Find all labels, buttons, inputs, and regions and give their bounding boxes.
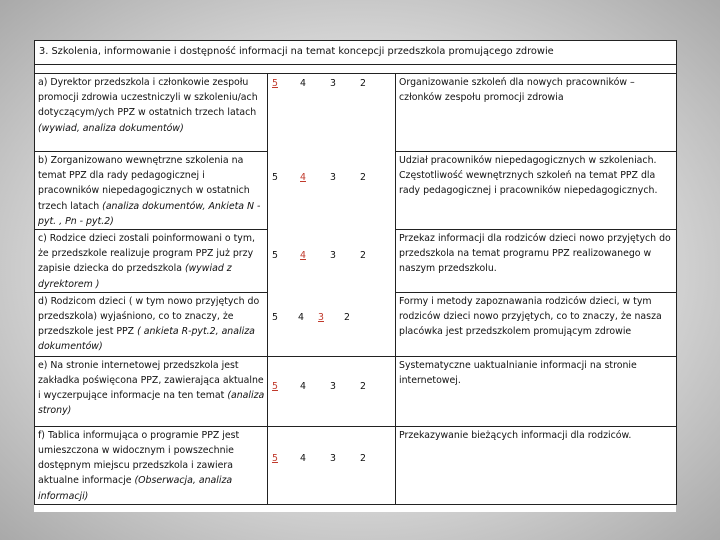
criterion-text: e) Na stronie internetowej przedszkola jest zakładka poświęcona PPZ, zawierająca aktualne i wyczerpujące informacje na ten temat — [38, 359, 264, 402]
criterion-text: f) Tablica informująca o programie PPZ jest umieszczona w widocznym i powszechnie dostępnym miejscu przedszkola i zawiera aktualne informacje — [38, 429, 240, 487]
spacer-row — [35, 65, 677, 74]
method-cell: Systematyczne uaktualnianie informacji na stronie internetowej. — [396, 356, 677, 426]
rating-4: 4 — [300, 78, 306, 89]
criterion-text: d) Rodzicom dzieci ( w tym nowo przyjętych do przedszkola) wyjaśniono, co to znaczy, że przedszkole jest PPZ — [38, 295, 260, 338]
method-cell: Organizowanie szkoleń dla nowych pracowników – członków zespołu promocji zdrowia — [396, 74, 677, 152]
rating-3: 3 — [330, 171, 336, 183]
criterion-row-b — [35, 152, 677, 230]
criterion-row-f — [35, 426, 677, 504]
rating-4: 4 — [300, 249, 306, 261]
criterion-row-a — [35, 74, 677, 152]
criterion-source: (Obserwacja, analiza informacji) — [38, 475, 233, 502]
rating-3: 3 — [318, 312, 324, 324]
criterion-source: (wywiad, analiza dokumentów) — [38, 122, 184, 134]
criterion-text: a) Dyrektor przedszkola i członkowie zespołu promocji zdrowia uczestniczyli w szkoleniu/ach dotyczącym/ych PPZ w ostatnich trzech latach — [38, 77, 258, 119]
rating-3: 3 — [330, 78, 336, 89]
method-cell: Przekazywanie bieżących informacji dla rodziców. — [396, 426, 677, 504]
criterion-cell — [35, 152, 268, 230]
rating-5: 5 — [272, 380, 278, 392]
criterion-row-d — [35, 292, 677, 356]
criterion-source: (wywiad z dyrektorem ) — [38, 263, 232, 290]
criterion-source: (analiza strony) — [38, 390, 265, 417]
rating-2: 2 — [360, 171, 366, 183]
rating-2: 2 — [344, 312, 350, 324]
criterion-cell — [35, 426, 268, 504]
rating-cell — [268, 426, 396, 504]
rating-4: 4 — [300, 171, 306, 183]
criterion-source: ( ankieta R-pyt.2, analiza dokumentów) — [38, 326, 255, 353]
method-cell: Przekaz informacji dla rodziców dzieci nowo przyjętych do przedszkola na temat programu PPZ realizowanego w naszym przedszkolu. — [396, 230, 677, 293]
rating-cell — [268, 356, 396, 426]
rating-5: 5 — [272, 312, 278, 324]
rating-4: 4 — [300, 380, 306, 392]
rating-5: 5 — [272, 78, 278, 89]
method-cell: Udział pracowników niepedagogicznych w szkoleniach. Częstotliwość wewnętrznych szkoleń na temat PPZ dla rady pedagogicznej i pracowników niepedagogicznych. — [396, 152, 677, 230]
spacer — [35, 65, 677, 74]
criterion-source: (analiza dokumentów, Ankieta N -pyt. , Pn - pyt.2) — [38, 200, 261, 227]
rating-2: 2 — [360, 452, 366, 464]
rating-5: 5 — [272, 171, 278, 183]
criterion-cell — [35, 230, 268, 293]
criterion-cell — [35, 74, 268, 152]
rating-4: 4 — [300, 452, 306, 464]
section-title: 3. Szkolenia, informowanie i dostępność informacji na temat koncepcji przedszkola promującego zdrowie — [35, 41, 677, 65]
rating-3: 3 — [330, 380, 336, 392]
criterion-text: c) Rodzice dzieci zostali poinformowani o tym, że przedszkole realizuje program PPZ już przy zapisie dziecka do przedszkola — [38, 233, 255, 275]
criterion-row-e — [35, 356, 677, 426]
criterion-cell — [35, 356, 268, 426]
rating-2: 2 — [360, 249, 366, 261]
rating-3: 3 — [330, 249, 336, 261]
criterion-cell — [35, 292, 268, 356]
document-page — [34, 40, 676, 512]
rating-4: 4 — [298, 312, 304, 324]
rating-cell — [268, 74, 396, 152]
title-row — [35, 41, 677, 65]
rating-cell — [268, 152, 396, 230]
evaluation-table — [34, 40, 677, 505]
method-cell: Formy i metody zapoznawania rodziców dzieci, w tym rodziców dzieci nowo przyjętych, co to znaczy, że nasza placówka jest przedszkolem promującym zdrowie — [396, 292, 677, 356]
rating-5: 5 — [272, 452, 278, 464]
rating-3: 3 — [330, 452, 336, 464]
criterion-text: b) Zorganizowano wewnętrzne szkolenia na temat PPZ dla rady pedagogicznej i pracowników niepedagogicznych w ostatnich trzech latach — [38, 155, 250, 212]
rating-cell — [268, 230, 396, 293]
rating-2: 2 — [360, 78, 366, 89]
rating-2: 2 — [360, 380, 366, 392]
criterion-row-c — [35, 230, 677, 293]
rating-cell — [268, 292, 396, 356]
rating-5: 5 — [272, 249, 278, 261]
